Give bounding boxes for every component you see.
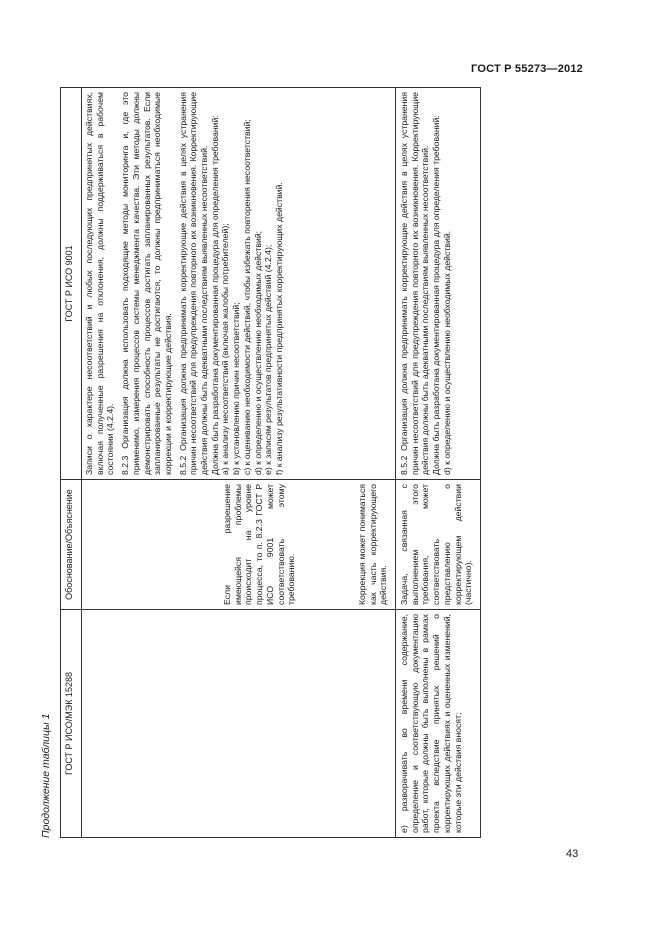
rotated-table-container: [40, 88, 575, 838]
table-row: [82, 88, 396, 838]
comparison-table: [60, 87, 481, 838]
table-row: [396, 88, 481, 838]
cell-text: Задача, связанная с выполнением этого требования, может соответствовать представлению о корректирующем действии (частично).: [399, 484, 474, 605]
table-cell-iso-iec-15288: [82, 610, 396, 838]
table-cell-rationale: [82, 480, 396, 610]
cell-text: Записи о характере несоответствий и любых последующих предпринятых действиях, включая полученные разрешения на отклонения, должны поддерживаться в рабочем состоянии (4.2.4).: [84, 92, 116, 475]
page-number: 43: [566, 848, 579, 860]
table-cell-iso-9001: [396, 88, 481, 480]
column-header-iso-9001: ГОСТ Р ИСО 9001: [61, 88, 82, 480]
cell-text: Если разрешение имеющейся проблемы происходит на уровне процесса, то п. 8.2.3 ГОСТ Р ИСО 9001 может соответствовать этому требованию.: [222, 484, 297, 605]
table-cell-iso-iec-15288: [396, 610, 481, 838]
document-id: ГОСТ Р 55273—2012: [471, 63, 583, 75]
column-header-iso-iec-15288: ГОСТ Р ИСО/МЭК 15288: [61, 610, 82, 838]
cell-text: 8.5.2 Организация должна предпринимать корректирующие действия в целях устранения причин несоответствий для предупреждения повторного их возникновения. Корректирующие действия должны быть адекватными последствиям выявленных несоответствий. Должна быть разработана документированная процедура для определения требований: a) к анализу несоответствий (включая жалобы потребителей); b) к установлению причин несоответствий; c) к оцениванию необходимости действий, чтобы избежать повторения несоответствий; d) к определению и осуществлению необходимых действий; e) к записям результатов предпринятых действий (4.2.4); f) к анализу результативности предпринятых корректирующих действий.: [177, 92, 284, 475]
table-cell-rationale: [396, 480, 481, 610]
table-cell-iso-9001: [82, 88, 396, 480]
cell-text: 8.5.2 Организация должна предпринимать корректирующие действия в целях устранения причин несоответствий для предупреждения повторного их возникновения. Корректирующие действия должны быть адекватными последствиям выявленных несоответствий. Должна быть разработана документированная процедура для определения требований: d) к определению и осуществлению необходимых действий.: [399, 92, 452, 475]
cell-text: 8.2.3 Организация должна использовать подходящие методы мониторинга и, где это применимо, измерения процессов системы менеджмента качества. Эти методы должны демонстрировать способность процессов достигать запланированных результатов. Если запланированные результаты не достигаются, то должны предприниматься необходимые коррекции и корректирующие действия.: [120, 92, 173, 475]
cell-text: e) разворачивать во времени содержание, определение и соответствующую документацию работ, которые должны быть выполнены в рамках проекта вследствие принятых решений о корректирующих действиях и оцененных изменений, которые эти действия вносят;: [399, 614, 463, 833]
cell-text: Коррекция может пониматься как часть корректирующего действия.: [356, 484, 389, 605]
column-header-rationale: Обоснование/Объяснение: [61, 480, 82, 610]
table-header-row: [61, 88, 82, 838]
table-caption: Продолжение таблицы 1: [40, 713, 52, 838]
